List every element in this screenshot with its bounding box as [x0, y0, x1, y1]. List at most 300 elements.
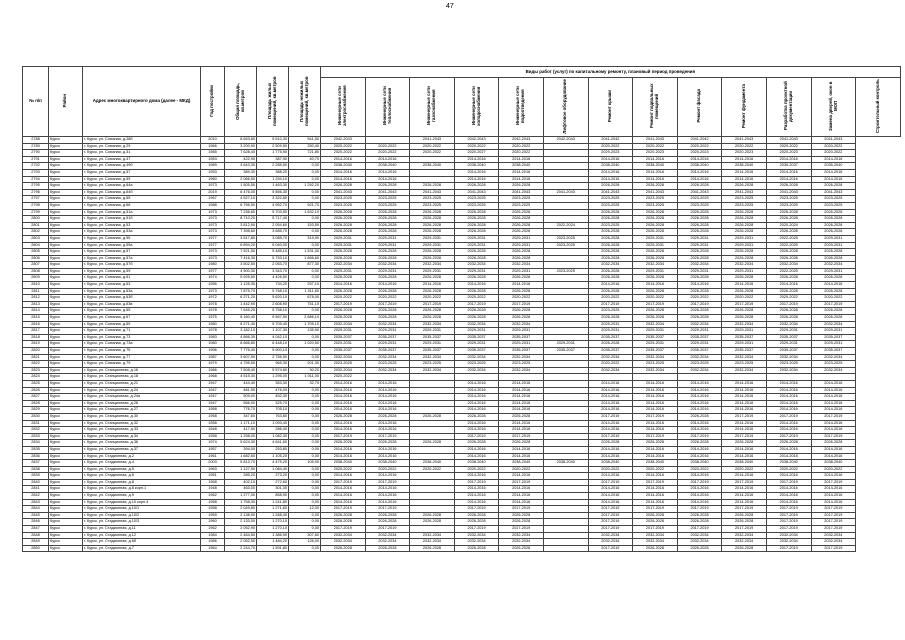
table-cell: Курск [49, 288, 83, 295]
table-cell: 394,00 [225, 446, 257, 453]
table-cell: 2026-2028 [766, 308, 811, 315]
table-cell: 0,00 [289, 169, 321, 176]
table-cell: 2023-2025 [677, 202, 722, 209]
table-cell: 1977 [201, 235, 225, 242]
table-cell: 2029-2031 [365, 328, 410, 335]
table-cell: 2803 [23, 235, 49, 242]
table-cell: 2014-2016 [365, 387, 410, 394]
table-cell: 2023-2025 [499, 202, 544, 209]
header-work-4 [454, 78, 499, 137]
table-cell: 8 160,40 [225, 315, 257, 322]
table-cell: 2029-2031 [454, 341, 499, 348]
table-cell: 2023-2025 [410, 202, 455, 209]
table-cell: 1 277,00 [225, 493, 257, 500]
table-cell: 2026-2028 [410, 249, 455, 256]
table-cell: Курск [49, 268, 83, 275]
table-cell [543, 420, 588, 427]
table-cell: 2026-2028 [588, 288, 633, 295]
table-cell: 2014-2016 [365, 493, 410, 500]
table-cell: г. Курск, ул. Союзная, д.63б [83, 295, 201, 302]
table-cell: 965,30 [257, 361, 289, 368]
table-cell: Курск [49, 420, 83, 427]
table-cell: 3 517,80 [225, 235, 257, 242]
table-cell [454, 374, 499, 381]
table-cell: 2026-2028 [811, 216, 856, 223]
table-row [23, 506, 901, 513]
table-cell: 2026-2028 [454, 229, 499, 236]
table-cell: 2795 [23, 183, 49, 190]
table-cell: 2038-2040 [588, 460, 633, 467]
table-cell: 2017-2019 [588, 519, 633, 526]
table-cell: 1984 [201, 532, 225, 539]
table-cell: 2026-2028 [633, 545, 678, 552]
table-cell: 2026-2028 [365, 209, 410, 216]
table-cell: 1 758,30 [225, 499, 257, 506]
table-cell [543, 328, 588, 335]
table-cell: 2029-2031 [677, 242, 722, 249]
table-cell: Курск [49, 479, 83, 486]
table-cell: 2014-2016 [321, 169, 366, 176]
table-row [23, 413, 901, 420]
table-cell: 2023-2025 [499, 361, 544, 368]
table-cell: 2026-2028 [454, 216, 499, 223]
table-cell: 1 020,50 [289, 341, 321, 348]
table-cell: 2029-2031 [499, 242, 544, 249]
table-cell: 3 643,30 [225, 163, 257, 170]
table-cell: 2029-2031 [633, 235, 678, 242]
table-cell: 2017-2019 [588, 433, 633, 440]
table-cell: 2 138,90 [225, 512, 257, 519]
table-cell: 8 653,80 [225, 137, 257, 144]
header-work-13-text: Строительный контроль [874, 79, 880, 134]
table-cell [677, 374, 722, 381]
table-cell: 2 054,60 [257, 222, 289, 229]
table-cell: 2017-2019 [454, 433, 499, 440]
table-cell: 2026-2028 [499, 288, 544, 295]
table-cell: 1962 [201, 493, 225, 500]
table-cell: 2014-2016 [811, 499, 856, 506]
table-cell: 2023-2025 [722, 361, 767, 368]
table-cell: 2029-2031 [633, 268, 678, 275]
table-cell: 2020-2022 [365, 466, 410, 473]
table-cell: 2020-2022 [766, 295, 811, 302]
table-cell: 2 053,70 [257, 262, 289, 269]
table-cell [543, 229, 588, 236]
table-cell: г. Курск, ул. Стадионная, д.6 [83, 473, 201, 480]
table-cell: 2026-2028 [365, 229, 410, 236]
table-cell: 2041-2043 [633, 189, 678, 196]
table-cell: 2029-2031 [588, 321, 633, 328]
table-cell: 2032-2034 [633, 532, 678, 539]
table-cell: 2014-2016 [365, 407, 410, 414]
table-cell: 2032-2034 [722, 367, 767, 374]
table-cell: Курск [49, 499, 83, 506]
table-cell: 0,00 [289, 512, 321, 519]
table-cell: 2026-2028 [499, 440, 544, 447]
table-cell: 2017-2019 [499, 526, 544, 533]
table-cell: 2014-2016 [766, 156, 811, 163]
table-cell: 1 442,90 [225, 301, 257, 308]
table-cell: 2032-2034 [454, 532, 499, 539]
table-cell: Курск [49, 341, 83, 348]
table-cell: 2026-2028 [722, 545, 767, 552]
table-cell: 2038-2040 [410, 460, 455, 467]
table-cell: 1947 [201, 394, 225, 401]
table-row [23, 308, 901, 315]
table-cell: 2041-2043 [499, 189, 544, 196]
table-cell: 2026-2028 [677, 209, 722, 216]
table-cell: 2026-2028 [454, 440, 499, 447]
table-cell: 4 527,10 [225, 196, 257, 203]
table-cell: г. Курск, ул. Станционная, д.27 [83, 407, 201, 414]
table-cell: 2029-2031 [766, 341, 811, 348]
table-cell: 1963 [201, 466, 225, 473]
table-cell: Курск [49, 348, 83, 355]
table-row [23, 222, 901, 229]
table-cell: 2023-2025 [633, 361, 678, 368]
table-cell: 1973 [201, 222, 225, 229]
table-cell: 4 500,30 [225, 268, 257, 275]
table-cell: 2014-2016 [633, 427, 678, 434]
table-cell: 2029-2031 [365, 235, 410, 242]
table-cell: 2014-2016 [722, 387, 767, 394]
table-cell: 1958 [201, 413, 225, 420]
table-cell: 2797 [23, 196, 49, 203]
table-cell: г. Курск, ул. Союзная, д.55а [83, 242, 201, 249]
table-cell: 2811 [23, 288, 49, 295]
table-cell: 1947 [201, 400, 225, 407]
table-cell: 2032-2034 [766, 532, 811, 539]
table-cell: 1 084,40 [257, 466, 289, 473]
table-cell [633, 374, 678, 381]
table-cell: 1 775,90 [257, 150, 289, 157]
table-cell: 2026-2028 [365, 216, 410, 223]
table-cell: 2832 [23, 427, 49, 434]
table-cell: 2026-2028 [410, 545, 455, 552]
table-row [23, 473, 901, 480]
table-cell: 2814 [23, 308, 49, 315]
table-cell: 2014-2016 [588, 156, 633, 163]
table-cell: 751,10 [289, 301, 321, 308]
table-cell: 2029-2031 [633, 328, 678, 335]
table-cell: 2026-2028 [722, 512, 767, 519]
table-cell: 3 343,70 [257, 268, 289, 275]
table-cell: 2035-2037 [410, 348, 455, 355]
table-row [23, 341, 901, 348]
table-cell: 2022-2025 [766, 268, 811, 275]
table-cell: Курск [49, 137, 83, 144]
header-year-text: Год постройки [209, 84, 215, 117]
table-cell: 2032-2034 [321, 354, 366, 361]
table-cell: г. Курск, ул. Союзная, д.61 [83, 275, 201, 282]
table-cell: 2014-2016 [811, 473, 856, 480]
table-cell: Курск [49, 545, 83, 552]
table-row [23, 367, 901, 374]
table-cell: 2026-2028 [321, 183, 366, 190]
table-cell: 2788 [23, 137, 49, 144]
table-cell: 2020-2022 [365, 143, 410, 150]
table-cell [543, 143, 588, 150]
table-cell: 2017-2019 [766, 526, 811, 533]
table-cell: 1977 [201, 268, 225, 275]
table-cell: 2827 [23, 394, 49, 401]
table-cell: г. Курск, ул. Станционная, д.16 [83, 367, 201, 374]
table-cell: 3 182,10 [225, 328, 257, 335]
table-row [23, 328, 901, 335]
table-cell: 2014-2016 [811, 169, 856, 176]
table-cell: 2014-2016 [722, 427, 767, 434]
table-cell: 2014-2016 [588, 176, 633, 183]
table-cell: 2032-2034 [410, 532, 455, 539]
table-cell: г. Курск, ул. Союзная, д.51а [83, 209, 201, 216]
table-cell: 2026-2028 [677, 183, 722, 190]
table-cell: Курск [49, 334, 83, 341]
table-cell: Курск [49, 394, 83, 401]
table-cell: 2 133,00 [225, 519, 257, 526]
table-cell: 2032-2034 [499, 354, 544, 361]
table-row [23, 361, 901, 368]
table-cell: 2014-2016 [633, 156, 678, 163]
table-row [23, 189, 901, 196]
table-cell: 2017-2019 [722, 433, 767, 440]
table-cell: 452,30 [257, 394, 289, 401]
table-cell: 2029-2031 [499, 341, 544, 348]
header-district [49, 67, 83, 137]
table-cell [543, 512, 588, 519]
table-cell: 2032-2034 [722, 532, 767, 539]
table-cell: 2828 [23, 400, 49, 407]
table-cell: 1 295,00 [257, 374, 289, 381]
table-row [23, 295, 901, 302]
table-cell: 2032-2034 [454, 262, 499, 269]
table-cell: 2014-2016 [677, 493, 722, 500]
table-cell: 2041-2043 [410, 137, 455, 144]
table-cell: 2791 [23, 156, 49, 163]
table-cell: 2014-2016 [410, 282, 455, 289]
table-cell: 2035-2037 [766, 348, 811, 355]
table-cell: 2810 [23, 282, 49, 289]
table-cell: 763,80 [257, 413, 289, 420]
table-cell: 1958 [201, 433, 225, 440]
table-cell: 2038-2040 [677, 460, 722, 467]
table-cell [543, 493, 588, 500]
table-cell: 2014-2016 [766, 380, 811, 387]
table-cell: 2790 [23, 150, 49, 157]
table-cell: 2014-2016 [588, 499, 633, 506]
table-cell: 2014-2016 [766, 453, 811, 460]
table-cell: 2809 [23, 275, 49, 282]
table-cell: 2022-2025 [766, 242, 811, 249]
table-cell [543, 519, 588, 526]
table-cell: 5 758,10 [257, 308, 289, 315]
table-cell: 2041-2043 [588, 189, 633, 196]
table-cell: 7 776,40 [225, 348, 257, 355]
table-cell: 2014-2016 [454, 473, 499, 480]
table-cell: 1 531,00 [289, 249, 321, 256]
table-cell: 2837 [23, 460, 49, 467]
table-cell: Курск [49, 380, 83, 387]
table-cell: 2010 [201, 137, 225, 144]
table-cell: 2017-2019 [588, 413, 633, 420]
table-cell: 353,30 [257, 380, 289, 387]
table-cell: 2017-2019 [365, 526, 410, 533]
table-cell: 2026-2028 [499, 275, 544, 282]
table-cell [543, 209, 588, 216]
table-cell [543, 545, 588, 552]
table-cell: 2014-2016 [588, 473, 633, 480]
table-cell: 2017-2019 [365, 433, 410, 440]
table-cell: 2026-2028 [410, 440, 455, 447]
table-cell: 4 426,50 [257, 275, 289, 282]
table-cell: 2014-2016 [811, 453, 856, 460]
table-cell: 2017-2019 [722, 526, 767, 533]
table-cell: 2014-2016 [633, 446, 678, 453]
table-cell: 2022-2024 [543, 222, 588, 229]
table-cell: Курск [49, 400, 83, 407]
table-cell [365, 374, 410, 381]
table-cell [543, 367, 588, 374]
table-cell: 2014-2016 [677, 380, 722, 387]
table-cell: 2041-2043 [454, 189, 499, 196]
table-cell: 2026-2028 [677, 315, 722, 322]
table-cell: 1 484,20 [257, 539, 289, 546]
table-cell: 3 685,70 [257, 229, 289, 236]
table-cell: г. Курск, ул. Стадионная, д.4 [83, 460, 201, 467]
table-cell [410, 394, 455, 401]
table-cell: 2020-2027 [454, 150, 499, 157]
table-cell: 2026-2028 [454, 275, 499, 282]
table-cell: 776,70 [225, 407, 257, 414]
header-total-area [225, 67, 257, 137]
table-cell: 2014-2016 [722, 380, 767, 387]
table-cell [543, 506, 588, 513]
table-row [23, 202, 901, 209]
table-cell: 2038-2040 [633, 460, 678, 467]
table-row [23, 262, 901, 269]
table-cell: 1951 [201, 473, 225, 480]
table-cell: 2014-2016 [811, 156, 856, 163]
table-cell: г. Курск, ул. Союзная, д.63 [83, 282, 201, 289]
table-cell: 2014-2016 [811, 176, 856, 183]
table-cell: 2038-2040 [321, 163, 366, 170]
table-cell: 2017-2019 [811, 413, 856, 420]
table-cell: 2020-2022 [677, 466, 722, 473]
table-cell: 2029-2031 [365, 341, 410, 348]
table-cell: 2014-2016 [766, 387, 811, 394]
table-cell: 2032-2034 [811, 262, 856, 269]
table-cell: 2020-2022 [321, 374, 366, 381]
table-cell: 2041-2042 [677, 137, 722, 144]
table-cell: 2014-2016 [677, 156, 722, 163]
table-cell [365, 137, 410, 144]
table-cell: 2026-2028 [588, 268, 633, 275]
table-cell: 2804 [23, 242, 49, 249]
table-cell [543, 427, 588, 434]
table-cell: 2026-2028 [633, 229, 678, 236]
table-cell: Курск [49, 433, 83, 440]
table-cell: 2026-2028 [677, 288, 722, 295]
table-cell: 2032-2034 [633, 354, 678, 361]
table-cell: 2032-2034 [588, 539, 633, 546]
table-cell: 2014-2016 [499, 156, 544, 163]
table-cell: 2014-2016 [365, 427, 410, 434]
table-row [23, 229, 901, 236]
table-cell: 2014-2016 [766, 394, 811, 401]
table-cell: 2014-2016 [811, 380, 856, 387]
table-cell: 2038-2040 [722, 460, 767, 467]
table-cell: 2014-2016 [722, 486, 767, 493]
table-cell: 2035-2037 [811, 334, 856, 341]
table-cell: Курск [49, 413, 83, 420]
header-work-9-text: Ремонт фасада [696, 89, 702, 123]
table-cell: 2020-2022 [410, 143, 455, 150]
table-cell: 2032-2034 [811, 354, 856, 361]
table-cell: 2032-2034 [410, 539, 455, 546]
table-cell: г. Курск, ул. Союзная, д.57 [83, 249, 201, 256]
table-cell: 1989 [201, 163, 225, 170]
table-cell: Курск [49, 156, 83, 163]
table-cell: 2041-2043 [321, 189, 366, 196]
table-cell: 2020-2022 [454, 466, 499, 473]
table-cell: 2020-2022 [410, 466, 455, 473]
table-cell: 2026-2028 [410, 275, 455, 282]
table-cell: 2026-2028 [454, 545, 499, 552]
table-cell: 2041-2043 [543, 189, 588, 196]
table-cell: 2014-2016 [321, 420, 366, 427]
table-cell: 2026-2028 [499, 545, 544, 552]
table-cell: 2026-2028 [766, 249, 811, 256]
table-cell: 2020-2022 [722, 466, 767, 473]
table-cell: 2035-2037 [633, 334, 678, 341]
table-cell: 2032-2034 [677, 321, 722, 328]
header-work-11 [766, 78, 811, 137]
table-cell: 2032-2034 [321, 539, 366, 546]
table-cell: 2023-2025 [766, 361, 811, 368]
table-cell: 2032-2034 [588, 367, 633, 374]
header-work-6-text: Лифтовое оборудование [562, 78, 568, 134]
table-cell: 2026-2028 [365, 222, 410, 229]
table-cell: 2029-2031 [410, 328, 455, 335]
table-cell: 2026-2028 [633, 255, 678, 262]
table-cell: 2019 [201, 189, 225, 196]
table-cell: 0,00 [289, 354, 321, 361]
table-cell: 0,00 [289, 473, 321, 480]
table-cell: 2020-2022 [321, 143, 366, 150]
table-cell: 0,00 [289, 545, 321, 552]
header-work-2 [365, 78, 410, 137]
table-cell: 1 270,10 [257, 526, 289, 533]
table-cell: 1979 [201, 361, 225, 368]
table-cell: 2 756,50 [257, 354, 289, 361]
table-cell: 2014-2016 [365, 282, 410, 289]
table-cell: 2014-2016 [722, 407, 767, 414]
table-cell: 6 756,50 [225, 202, 257, 209]
table-cell: 2017-2019 [588, 526, 633, 533]
table-cell: 2023-2025 [633, 196, 678, 203]
table-cell: Курск [49, 196, 83, 203]
table-cell: 201,30 [289, 361, 321, 368]
table-cell: 1980 [201, 341, 225, 348]
table-cell: 7 398,60 [225, 229, 257, 236]
table-cell [543, 473, 588, 480]
table-cell: 2026-2028 [410, 519, 455, 526]
table-cell: 2026-2028 [410, 216, 455, 223]
table-cell: 2014-2016 [321, 453, 366, 460]
table-cell: Курск [49, 367, 83, 374]
table-row [23, 539, 901, 546]
table-cell: 0,00 [289, 519, 321, 526]
table-cell: 2 285,50 [257, 163, 289, 170]
